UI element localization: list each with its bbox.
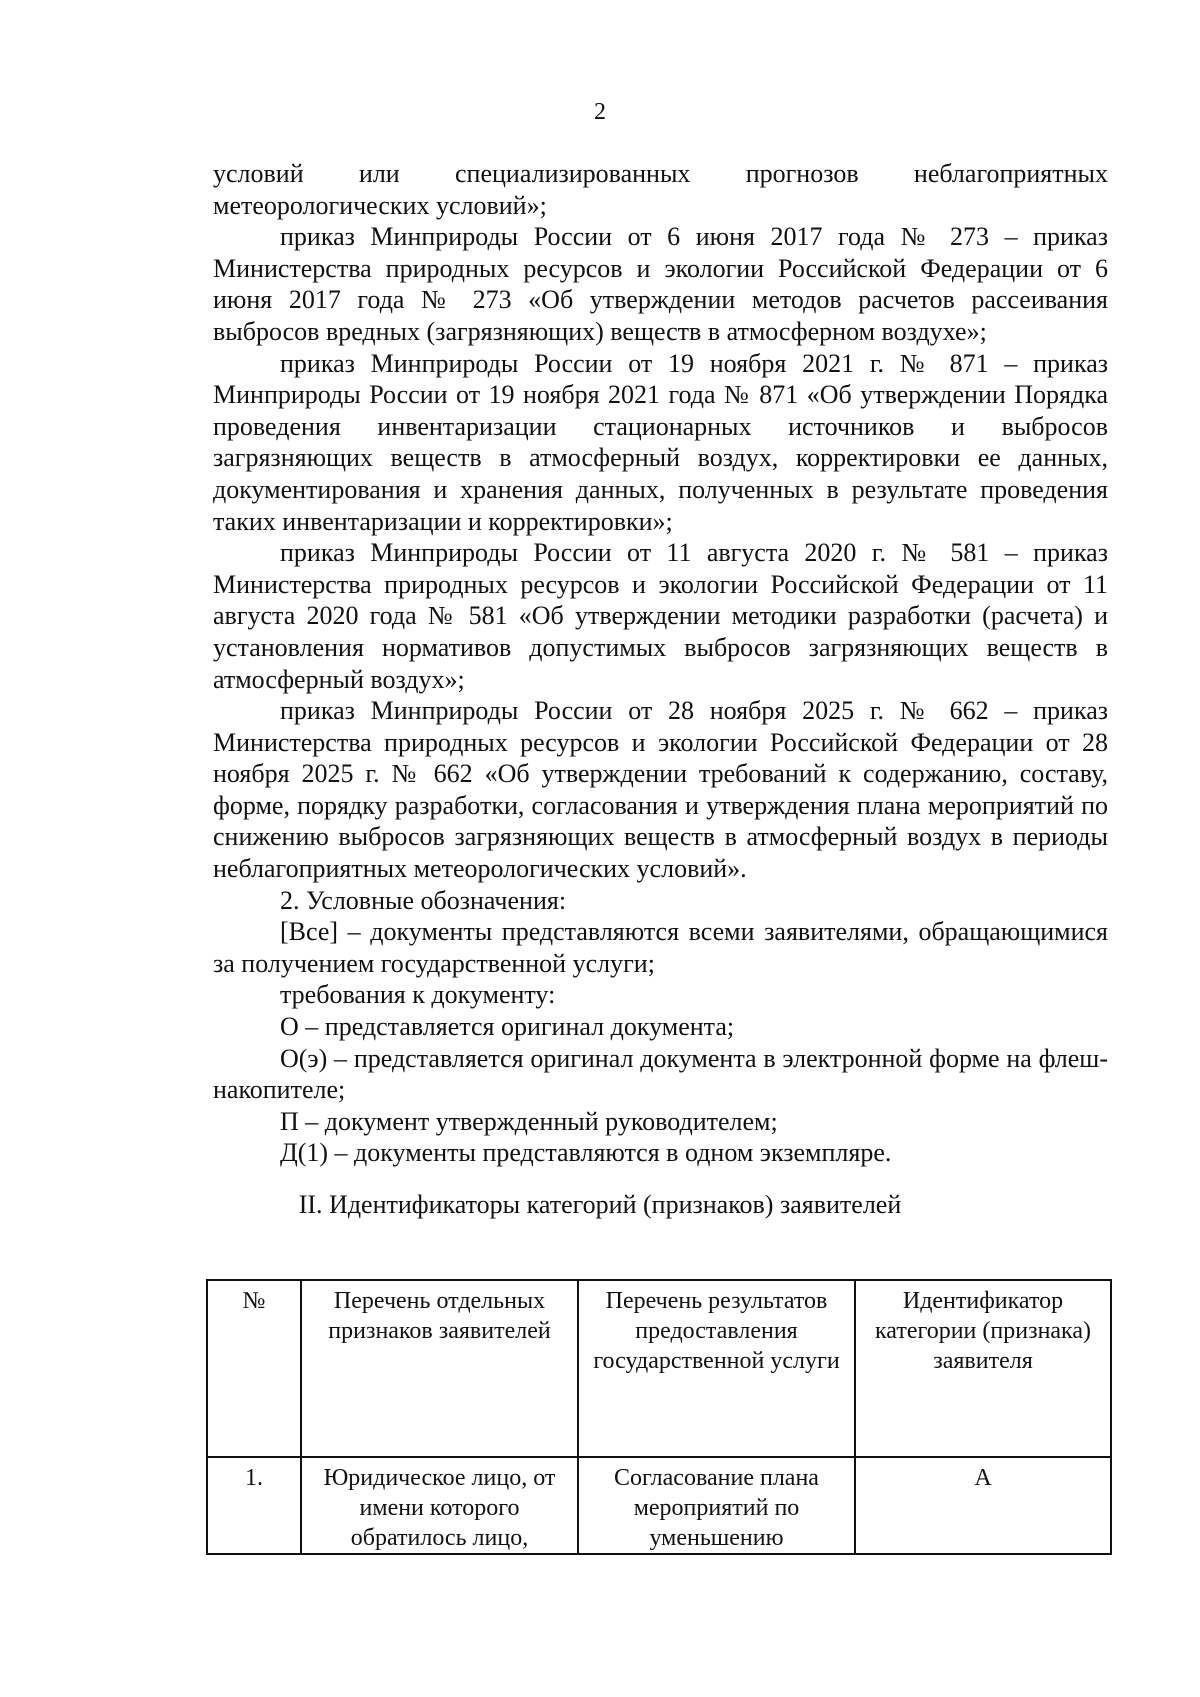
section-title: II. Идентификаторы категорий (признаков) заявителей bbox=[298, 1190, 902, 1219]
paragraph: приказ Минприроды России от 28 ноября 2025 г. № 662 – приказ Министерства природных ресурсов и экологии Российской Федерации от 28 ноября 2025 г. № 662 «Об утверждении требований к содержанию, составу, форме, порядку разработки, согласования и утверждения плана мероприятий по снижению выбросов загрязняющих веществ в атмосферный воздух в периоды неблагоприятных метеорологических условий». bbox=[213, 696, 1108, 884]
paragraph: Д(1) – документы представляются в одном экземпляре. bbox=[280, 1138, 892, 1168]
table-row bbox=[207, 1457, 1111, 1554]
paragraph: условий или специализированных прогнозов неблагоприятных метеорологических условий»; bbox=[213, 159, 1108, 220]
header-number: № bbox=[207, 1280, 301, 1457]
cell-number: 1. bbox=[207, 1457, 301, 1554]
document-body bbox=[213, 158, 1108, 1169]
table-header-row bbox=[207, 1280, 1111, 1457]
paragraph: требования к документу: bbox=[280, 980, 556, 1010]
header-service-results: Перечень результатов предоставления государственной услуги bbox=[578, 1280, 855, 1457]
paragraph: П – документ утвержденный руководителем; bbox=[280, 1106, 778, 1136]
paragraph: приказ Минприроды России от 11 августа 2020 г. № 581 – приказ Министерства природных ресурсов и экологии Российской Федерации от 11 августа 2020 года № 581 «Об утверждении методики разработки (расчета) и установления нормативов допустимых выбросов загрязняющих веществ в атмосферный воздух»; bbox=[213, 538, 1108, 694]
applicant-categories-table bbox=[206, 1279, 1112, 1555]
header-category-identifier: Идентификатор категории (признака) заявителя bbox=[855, 1280, 1111, 1457]
cell-category-identifier: А bbox=[855, 1457, 1111, 1554]
header-applicant-features: Перечень отдельных признаков заявителей bbox=[301, 1280, 578, 1457]
cell-applicant-feature: Юридическое лицо, от имени которого обратилось лицо, bbox=[301, 1457, 578, 1554]
paragraph: приказ Минприроды России от 19 ноября 2021 г. № 871 – приказ Минприроды России от 19 ноября 2021 года № 871 «Об утверждении Порядка проведения инвентаризации стационарных источников и выбросов загрязняющих веществ в атмосферный воздух, корректировки ее данных, документирования и хранения данных, полученных в результате проведения таких инвентаризации и корректировки»; bbox=[213, 348, 1108, 536]
paragraph: [Все] – документы представляются всеми заявителями, обращающимися за получением государственной услуги; bbox=[213, 917, 1108, 978]
paragraph: приказ Минприроды России от 6 июня 2017 года № 273 – приказ Министерства природных ресурсов и экологии Российской Федерации от 6 июня 2017 года № 273 «Об утверждении методов расчетов рассеивания выбросов вредных (загрязняющих) веществ в атмосферном воздухе»; bbox=[213, 222, 1108, 346]
paragraph: 2. Условные обозначения: bbox=[280, 885, 567, 915]
page-number: 2 bbox=[594, 99, 606, 125]
paragraph: О – представляется оригинал документа; bbox=[280, 1012, 735, 1042]
paragraph: О(э) – представляется оригинал документа в электронной форме на флеш-накопителе; bbox=[213, 1043, 1108, 1105]
cell-service-result: Согласование плана мероприятий по уменьшению bbox=[578, 1457, 855, 1554]
